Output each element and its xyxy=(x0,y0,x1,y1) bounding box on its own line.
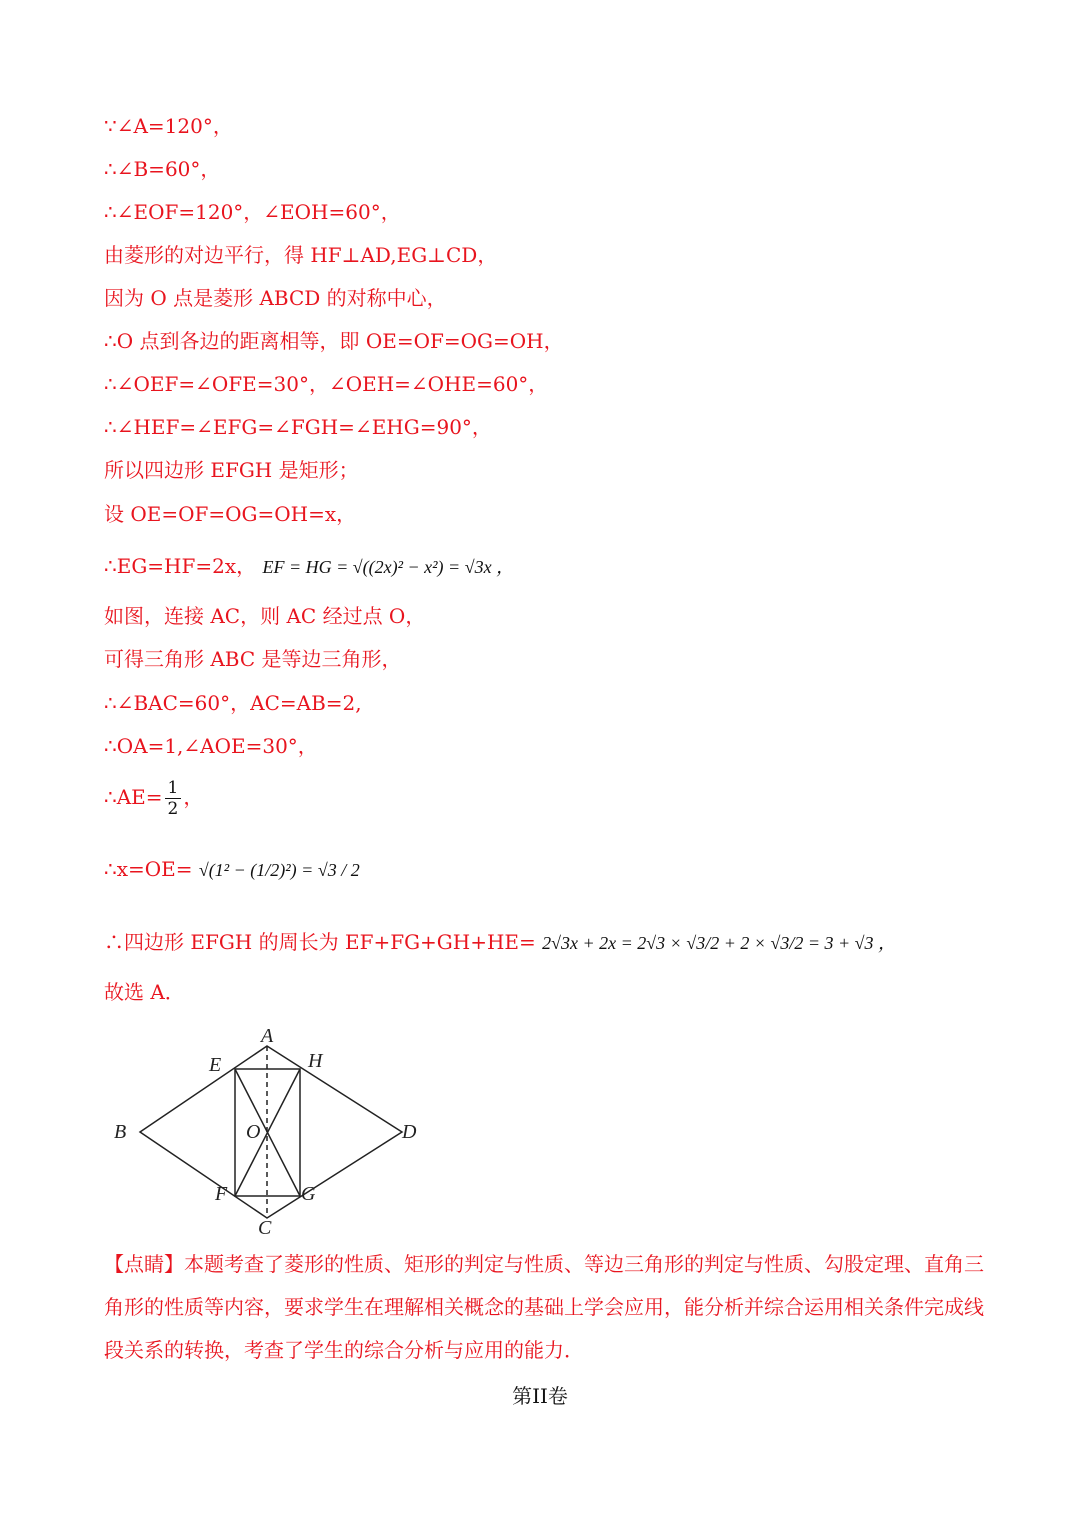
solution-line-16 xyxy=(104,778,203,819)
ae-denominator: 2 xyxy=(167,799,179,819)
x-prefix: ∴x=OE= xyxy=(104,857,193,881)
label-h: H xyxy=(308,1050,323,1072)
solution-line-18 xyxy=(104,928,896,957)
solution-line-14: ∴∠BAC=60°，AC=AB=2, xyxy=(104,691,362,715)
label-c: C xyxy=(258,1217,272,1235)
label-o: O xyxy=(246,1121,261,1143)
solution-line-3: ∴∠EOF=120°，∠EOH=60°， xyxy=(104,200,401,224)
solution-line-17 xyxy=(104,855,360,884)
comment-paragraph: 【点睛】本题考查了菱形的性质、矩形的判定与性质、等边三角形的判定与性质、勾股定理、直角三角形的性质等内容，要求学生在理解相关概念的基础上学会应用，能分析并综合运用相关条件完成线段关系的转换，考查了学生的综合分析与应用的能力． xyxy=(104,1252,984,1362)
label-d: D xyxy=(402,1121,417,1143)
label-b: B xyxy=(114,1121,127,1143)
ae-prefix: ∴AE= xyxy=(104,785,163,809)
solution-line-12: 如图，连接 AC，则 AC 经过点 O， xyxy=(104,604,426,628)
ae-numerator: 1 xyxy=(165,778,182,799)
rhombus-abcd xyxy=(140,1046,402,1218)
label-e: E xyxy=(209,1054,222,1076)
label-g: G xyxy=(301,1183,316,1205)
solution-line-15: ∴OA=1,∠AOE=30°， xyxy=(104,734,318,758)
solution-line-11 xyxy=(104,552,514,581)
solution-line-7: ∴∠OEF=∠OFE=30°，∠OEH=∠OHE=60°， xyxy=(104,372,549,396)
rhombus-figure xyxy=(110,1020,430,1235)
solution-line-1: ∵∠A=120°， xyxy=(104,114,233,138)
page-label: 第II卷 xyxy=(512,1384,568,1408)
perimeter-formula: 2√3x + 2x = 2√3 × √3/2 + 2 × √3/2 = 3 + √3 ， xyxy=(542,933,897,953)
ae-fraction xyxy=(165,778,182,819)
line11-formula: EF = HG = √((2x)² − x²) = √3x ， xyxy=(262,557,515,577)
x-formula: √(1² − (1/2)²) = √3 / 2 xyxy=(198,860,360,880)
ae-suffix: ， xyxy=(183,785,204,809)
line11-prefix: ∴EG=HF=2x， xyxy=(104,554,257,578)
solution-line-10: 设 OE=OF=OG=OH=x， xyxy=(104,502,357,526)
perimeter-prefix: ∴四边形 EFGH 的周长为 EF+FG+GH+HE= xyxy=(104,930,536,954)
solution-line-2: ∴∠B=60°， xyxy=(104,157,221,181)
solution-line-9: 所以四边形 EFGH 是矩形； xyxy=(104,458,359,482)
solution-line-4: 由菱形的对边平行，得 HF⊥AD,EG⊥CD， xyxy=(104,243,498,267)
solution-line-5: 因为 O 点是菱形 ABCD 的对称中心， xyxy=(104,286,447,310)
label-f: F xyxy=(215,1183,228,1205)
label-a: A xyxy=(261,1025,274,1047)
answer-line: 故选 A． xyxy=(104,980,185,1004)
solution-line-6: ∴O 点到各边的距离相等，即 OE=OF=OG=OH， xyxy=(104,329,564,353)
solution-line-8: ∴∠HEF=∠EFG=∠FGH=∠EHG=90°， xyxy=(104,415,492,439)
solution-line-13: 可得三角形 ABC 是等边三角形， xyxy=(104,647,402,671)
